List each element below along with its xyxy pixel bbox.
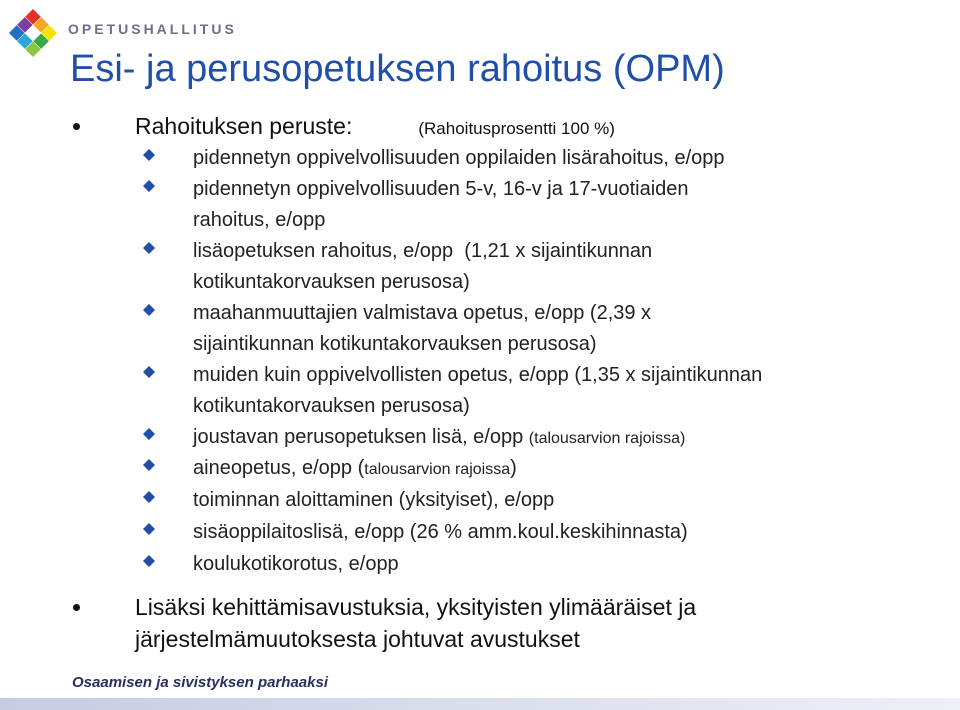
diamond-bullet-icon <box>143 180 155 192</box>
brand-name: OPETUSHALLITUS <box>68 21 237 37</box>
sub-item-5: muiden kuin oppivelvollisten opetus, e/opp (1,35 x sijaintikunnan kotikuntakorvauksen perusosa) <box>193 360 893 422</box>
sub-item-8: toiminnan aloittaminen (yksityiset), e/opp <box>193 485 893 516</box>
footer-slogan: Osaamisen ja sivistyksen parhaaksi <box>72 674 328 691</box>
diamond-bullet-icon <box>143 366 155 378</box>
diamond-bullet-icon <box>143 459 155 471</box>
sub-item-4: maahanmuuttajien valmistava opetus, e/opp (2,39 x sijaintikunnan kotikuntakorvauksen perusosa) <box>193 298 893 360</box>
round-bullet-icon <box>73 123 80 130</box>
diamond-bullet-icon <box>143 242 155 254</box>
sub-item-7: aineopetus, e/opp (talousarvion rajoissa) <box>193 453 893 485</box>
sub-item-3: lisäopetuksen rahoitus, e/opp (1,21 x sijaintikunnan kotikuntakorvauksen perusosa) <box>193 236 893 298</box>
sub-item-9: sisäoppilaitoslisä, e/opp (26 % amm.koul.keskihinnasta) <box>193 517 893 548</box>
bullet-funding-basis <box>135 110 855 145</box>
sub-item-6: joustavan perusopetuksen lisä, e/opp (talousarvion rajoissa) <box>193 422 893 454</box>
page-title: Esi- ja perusopetuksen rahoitus (OPM) <box>70 48 725 90</box>
bullet-label: Rahoituksen peruste: <box>135 113 353 139</box>
diamond-bullet-icon <box>143 428 155 440</box>
diamond-bullet-icon <box>143 491 155 503</box>
bullet-additional-grants: Lisäksi kehittämisavustuksia, yksityisten ylimääräiset ja järjestelmämuutoksesta johtuvat avustukset <box>135 591 855 655</box>
diamond-bullet-icon <box>143 555 155 567</box>
sub-item-2: pidennetyn oppivelvollisuuden 5-v, 16-v ja 17-vuotiaiden rahoitus, e/opp <box>193 174 893 236</box>
funding-percentage-note: (Rahoitusprosentti 100 %) <box>418 119 615 138</box>
footer-divider <box>0 698 960 710</box>
diamond-bullet-icon <box>143 304 155 316</box>
sub-item-10: koulukotikorotus, e/opp <box>193 549 893 580</box>
opetushallitus-logo-icon <box>6 6 60 60</box>
diamond-bullet-icon <box>143 523 155 535</box>
diamond-bullet-icon <box>143 149 155 161</box>
sub-item-1: pidennetyn oppivelvollisuuden oppilaiden lisärahoitus, e/opp <box>193 143 893 174</box>
round-bullet-icon <box>73 604 80 611</box>
